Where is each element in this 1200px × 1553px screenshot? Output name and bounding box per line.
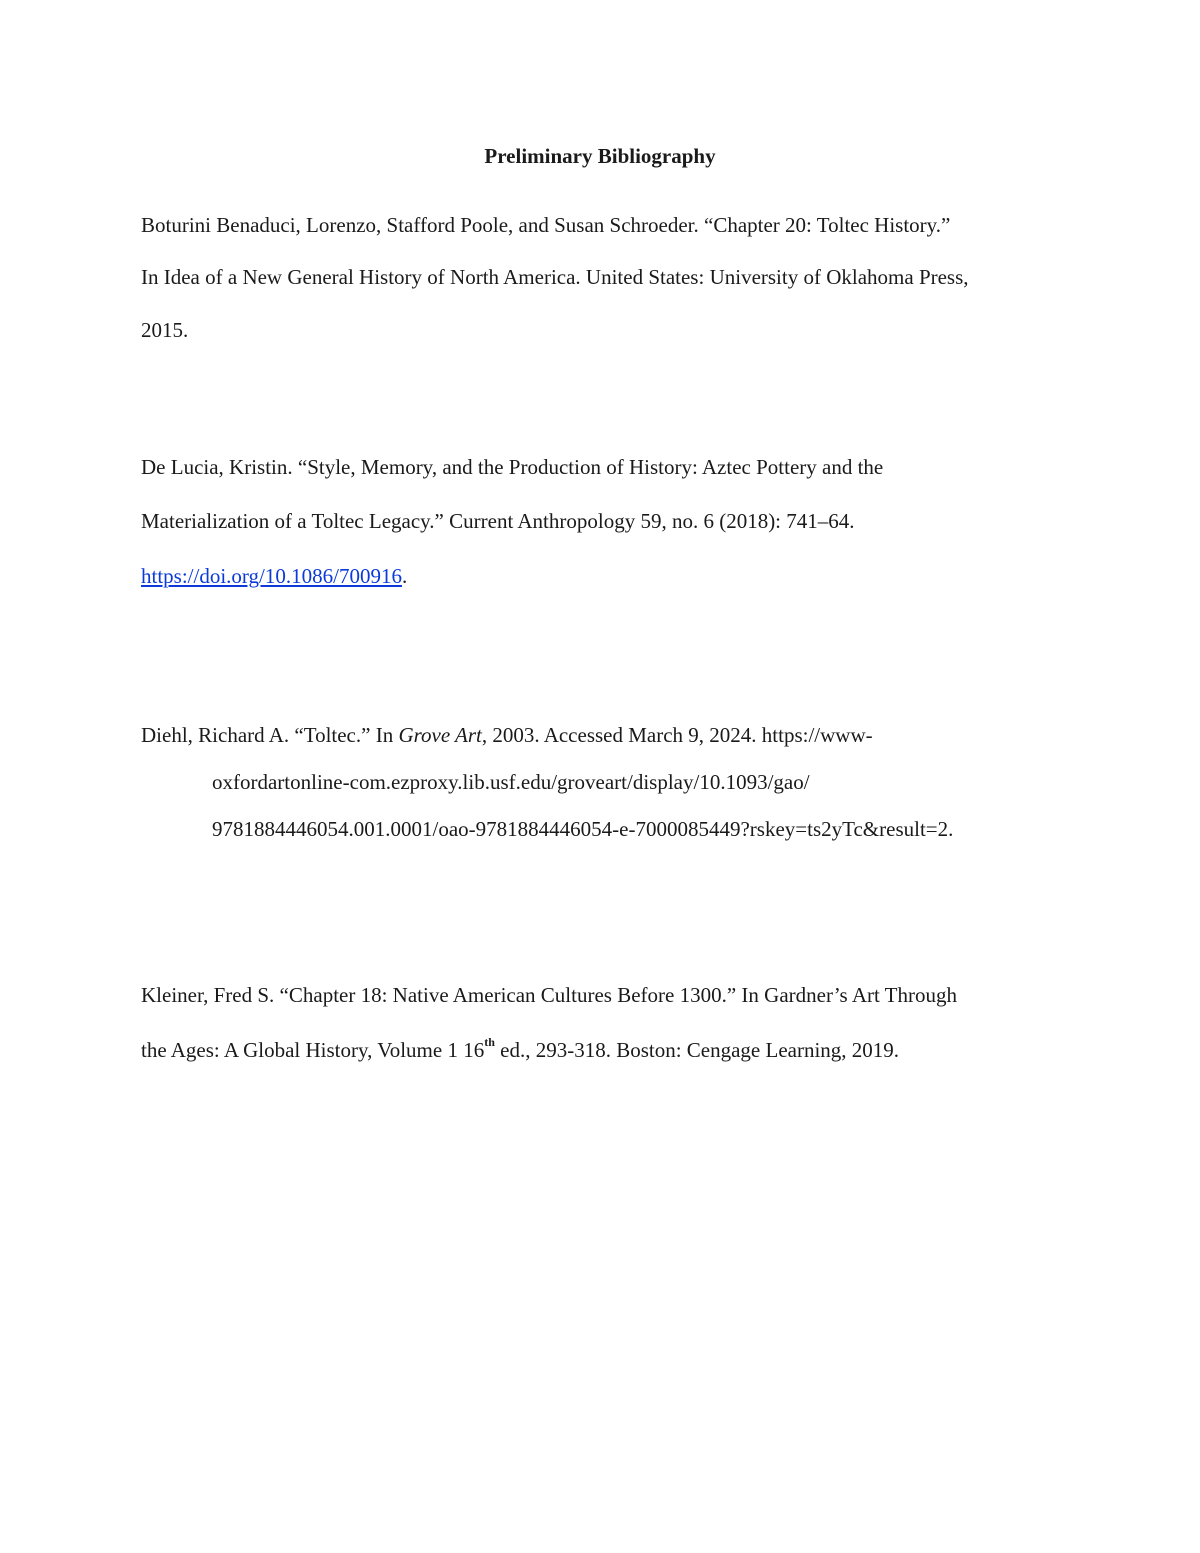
- entry-1-line-3: 2015.: [141, 318, 189, 342]
- entry-3-text-post: , 2003. Accessed March 9, 2024. https://www-: [481, 723, 873, 747]
- entry-3-line-1: [141, 721, 873, 749]
- entry-1-line-1: Boturini Benaduci, Lorenzo, Stafford Poole, and Susan Schroeder. “Chapter 20: Toltec History.”: [141, 213, 951, 237]
- entry-2-line-2: Materialization of a Toltec Legacy.” Current Anthropology 59, no. 6 (2018): 741–64.: [141, 509, 855, 533]
- entry-3-line-3: 9781884446054.001.0001/oao-9781884446054-e-7000085449?rskey=ts2yTc&result=2.: [212, 817, 954, 841]
- entry-4-text-post: ed., 293-318. Boston: Cengage Learning, 2019.: [494, 1038, 900, 1062]
- link-period: .: [401, 564, 408, 588]
- entry-3-italic-title: Grove Art: [398, 723, 482, 747]
- entry-2-line-3: [141, 562, 407, 590]
- entry-3-line-2: oxfordartonline-com.ezproxy.lib.usf.edu/groveart/display/10.1093/gao/: [212, 770, 810, 794]
- ordinal-suffix: th: [484, 1035, 495, 1049]
- doi-link[interactable]: https://doi.org/10.1086/700916: [141, 564, 402, 588]
- entry-1-line-2: In Idea of a New General History of North America. United States: University of Oklahoma Press,: [141, 265, 969, 289]
- page-title: Preliminary Bibliography: [484, 144, 716, 168]
- entry-4-line-1: Kleiner, Fred S. “Chapter 18: Native American Cultures Before 1300.” In Gardner’s Art Through: [141, 983, 958, 1007]
- entry-2-line-1: De Lucia, Kristin. “Style, Memory, and the Production of History: Aztec Pottery and the: [141, 455, 884, 479]
- entry-4-line-2: [141, 1036, 899, 1064]
- entry-4-text-pre: the Ages: A Global History, Volume 1 16: [141, 1038, 485, 1062]
- entry-3-text-pre: Diehl, Richard A. “Toltec.” In: [141, 723, 399, 747]
